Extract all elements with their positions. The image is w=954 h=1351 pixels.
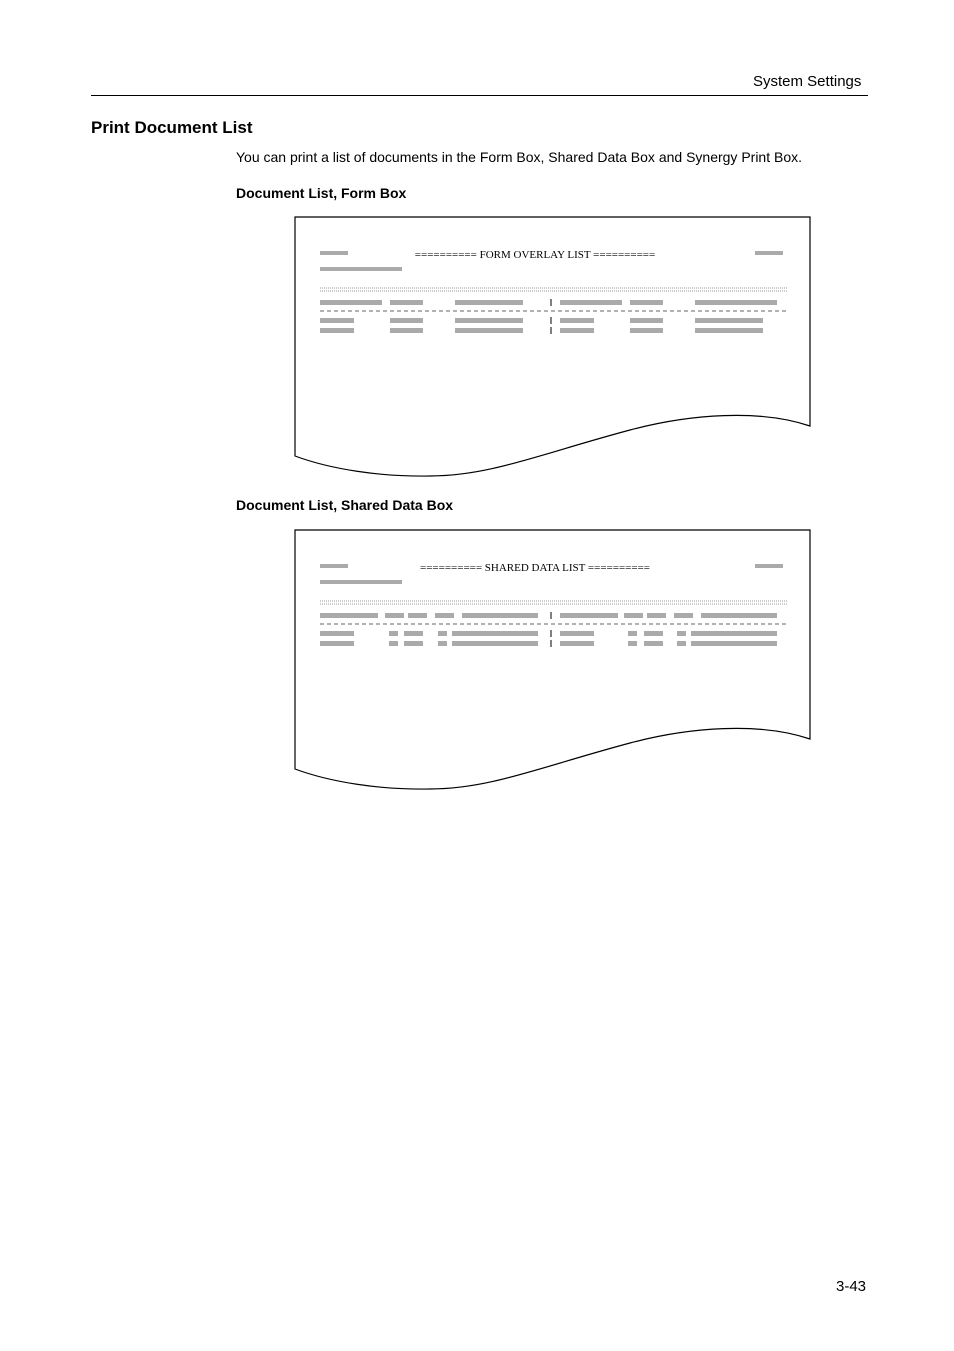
placeholder-subheader xyxy=(320,580,402,584)
report-title: ========== FORM OVERLAY LIST ========== xyxy=(414,249,656,261)
placeholder-subheader xyxy=(320,267,402,271)
page-number: 3-43 xyxy=(836,1278,867,1295)
report-title: ========== SHARED DATA LIST ========== xyxy=(420,562,650,574)
figure-caption-shared-data-box: Document List, Shared Data Box xyxy=(236,497,454,513)
header-rule xyxy=(91,95,868,96)
placeholder-header-right xyxy=(755,251,783,255)
placeholder-header-right xyxy=(755,564,783,568)
running-header: System Settings xyxy=(753,73,862,90)
intro-paragraph: You can print a list of documents in the Form Box, Shared Data Box and Synergy Print Box. xyxy=(236,149,803,165)
placeholder-header-left xyxy=(320,564,348,568)
shared-data-list-printout xyxy=(290,527,815,793)
placeholder-header-left xyxy=(320,251,348,255)
form-overlay-list-printout xyxy=(290,214,815,480)
figure-caption-form-box: Document List, Form Box xyxy=(236,185,407,201)
section-title: Print Document List xyxy=(91,118,253,137)
